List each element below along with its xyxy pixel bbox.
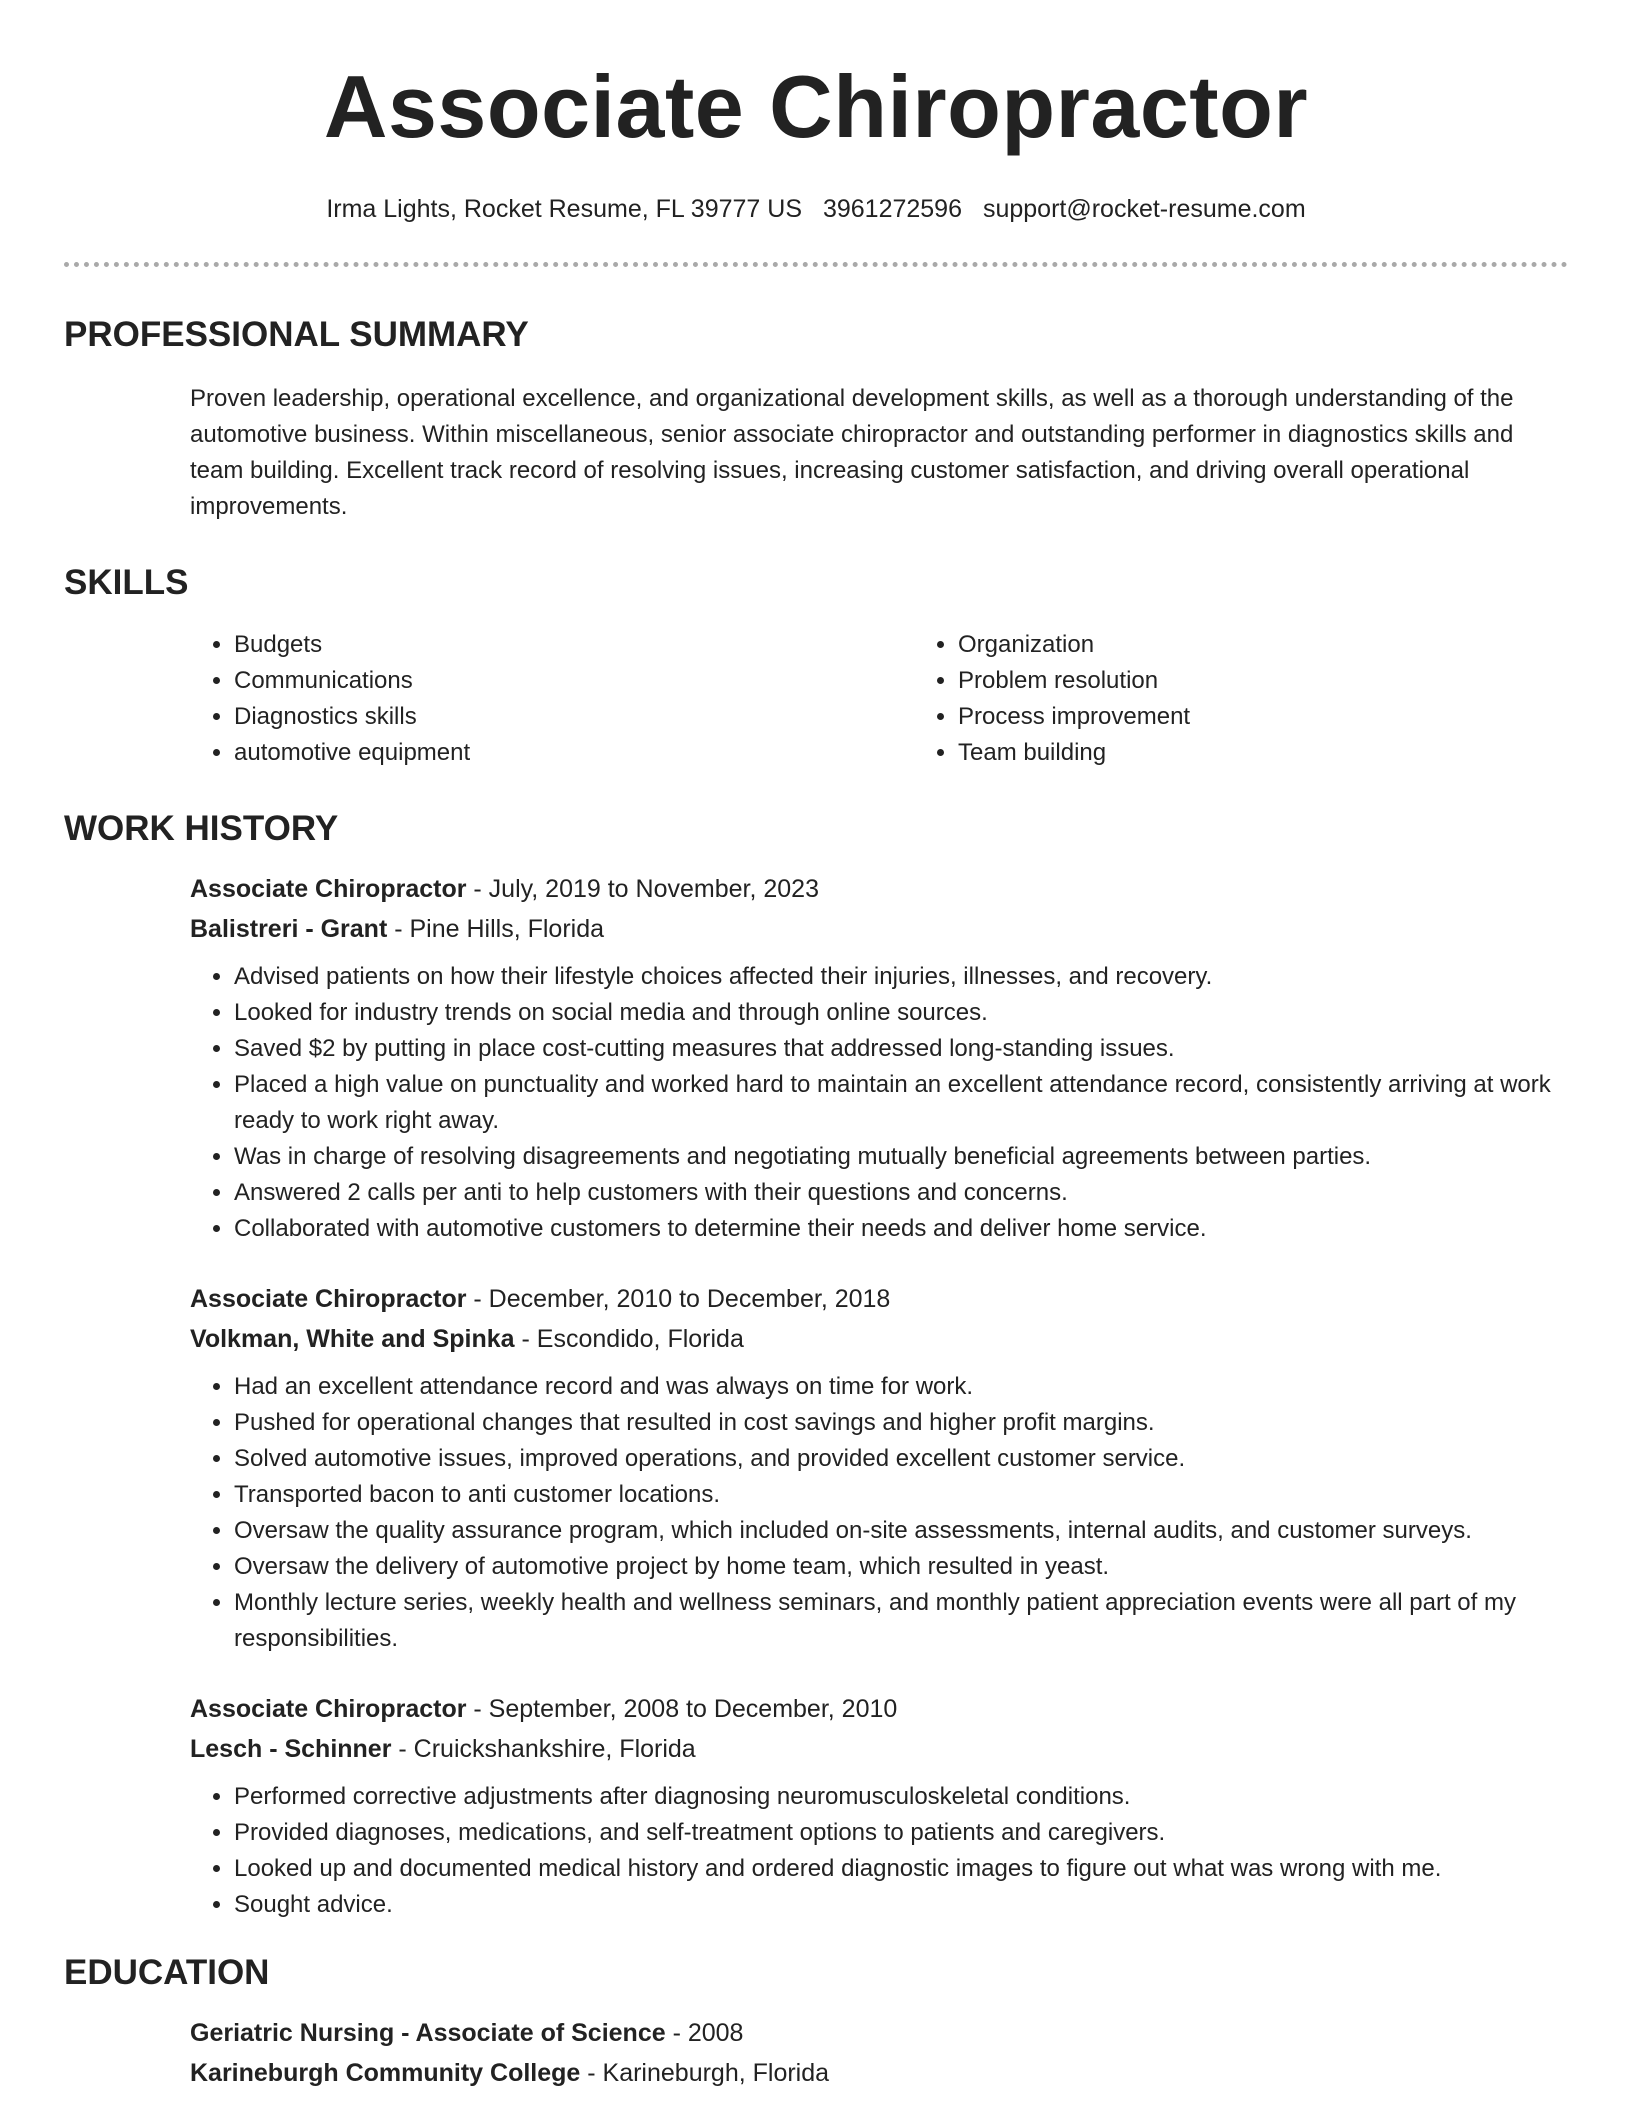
education-school-line xyxy=(190,2053,1568,2093)
contact-line xyxy=(64,192,1568,226)
skill-item: • Communications xyxy=(234,663,914,699)
job-dates: - September, 2008 to December, 2010 xyxy=(466,1695,898,1723)
job-company: Lesch - Schinner xyxy=(190,1735,392,1763)
work-history-section xyxy=(64,807,1568,1923)
contact-phone: 3961272596 xyxy=(822,195,962,223)
job-task: • Advised patients on how their lifestyle choices affected their injuries, illnesses, and recovery. xyxy=(234,959,1568,995)
job-location: - Escondido, Florida xyxy=(514,1325,744,1353)
job-task: • Placed a high value on punctuality and worked hard to maintain an excellent attendance record, consistently arriving at work ready to work right away. xyxy=(234,1067,1568,1139)
job-company: Balistreri - Grant xyxy=(190,915,388,943)
job-title-line xyxy=(190,1279,1568,1319)
contact-email: support@rocket-resume.com xyxy=(982,195,1306,223)
job-role: Associate Chiropractor xyxy=(190,1285,467,1313)
job-title-line xyxy=(190,869,1568,909)
job-company-line xyxy=(190,1319,1568,1359)
skills-list-left xyxy=(190,627,914,771)
job-task: • Oversaw the quality assurance program, which included on-site assessments, internal audits, and customer surveys. xyxy=(234,1513,1568,1549)
summary-section xyxy=(64,313,1568,525)
job-location: - Cruickshankshire, Florida xyxy=(391,1735,696,1763)
education-degree: Geriatric Nursing - Associate of Science xyxy=(190,2019,666,2047)
skill-item: • Problem resolution xyxy=(958,663,1632,699)
job-role: Associate Chiropractor xyxy=(190,875,467,903)
skills-heading: SKILLS xyxy=(64,563,189,602)
skill-item: • automotive equipment xyxy=(234,735,914,771)
education-section xyxy=(64,1951,1568,2093)
skill-item: • Budgets xyxy=(234,627,914,663)
job-task-list xyxy=(190,1779,1568,1923)
skills-list-right xyxy=(914,627,1632,771)
job-location: - Pine Hills, Florida xyxy=(387,915,605,943)
job-company-line xyxy=(190,1729,1568,1769)
skill-item: • Process improvement xyxy=(958,699,1632,735)
job-task: • Pushed for operational changes that resulted in cost savings and higher profit margins. xyxy=(234,1405,1568,1441)
job-entry xyxy=(64,869,1568,1247)
skill-item: • Organization xyxy=(958,627,1632,663)
job-task: • Looked for industry trends on social media and through online sources. xyxy=(234,995,1568,1031)
job-company-line xyxy=(190,909,1568,949)
education-school: Karineburgh Community College xyxy=(190,2059,581,2087)
job-task: • Had an excellent attendance record and was always on time for work. xyxy=(234,1369,1568,1405)
job-company: Volkman, White and Spinka xyxy=(190,1325,515,1353)
job-task-list xyxy=(190,1369,1568,1657)
work-history-heading: WORK HISTORY xyxy=(64,809,339,848)
job-task: • Looked up and documented medical history and ordered diagnostic images to figure out what was wrong with me. xyxy=(234,1851,1568,1887)
contact-address: Irma Lights, Rocket Resume, FL 39777 US xyxy=(326,195,802,223)
skill-item: • Diagnostics skills xyxy=(234,699,914,735)
education-heading: EDUCATION xyxy=(64,1953,270,1992)
job-role: Associate Chiropractor xyxy=(190,1695,467,1723)
job-dates: - July, 2019 to November, 2023 xyxy=(466,875,819,903)
job-task-list xyxy=(190,959,1568,1247)
job-task: • Monthly lecture series, weekly health and wellness seminars, and monthly patient appreciation events were all part of my responsibilities. xyxy=(234,1585,1568,1657)
job-task: • Performed corrective adjustments after diagnosing neuromusculoskeletal conditions. xyxy=(234,1779,1568,1815)
education-degree-line xyxy=(190,2013,1568,2053)
job-entry xyxy=(64,1279,1568,1657)
candidate-name: Associate Chiropractor xyxy=(323,57,1309,156)
job-task: • Transported bacon to anti customer locations. xyxy=(234,1477,1568,1513)
job-task: • Oversaw the delivery of automotive project by home team, which resulted in yeast. xyxy=(234,1549,1568,1585)
summary-heading: PROFESSIONAL SUMMARY xyxy=(64,315,529,354)
job-task: • Answered 2 calls per anti to help customers with their questions and concerns. xyxy=(234,1175,1568,1211)
skill-item: • Team building xyxy=(958,735,1632,771)
education-entry xyxy=(64,2013,1568,2093)
job-task: • Solved automotive issues, improved operations, and provided excellent customer service. xyxy=(234,1441,1568,1477)
job-task: • Saved $2 by putting in place cost-cutting measures that addressed long-standing issues. xyxy=(234,1031,1568,1067)
education-year: - 2008 xyxy=(665,2019,744,2047)
job-task: • Sought advice. xyxy=(234,1887,1568,1923)
summary-text: Proven leadership, operational excellence, and organizational development skills, as well as a thorough understanding of the automotive business. Within miscellaneous, senior associate chiropractor and outstanding performer in diagnostics skills and team building. Excellent track record of resolving issues, increasing customer satisfaction, and driving overall operational improvements. xyxy=(190,385,1514,520)
job-task: • Was in charge of resolving disagreements and negotiating mutually beneficial agreements between parties. xyxy=(234,1139,1568,1175)
job-dates: - December, 2010 to December, 2018 xyxy=(466,1285,891,1313)
job-entry xyxy=(64,1689,1568,1923)
education-location: - Karineburgh, Florida xyxy=(580,2059,830,2087)
skills-section xyxy=(64,561,1568,771)
job-title-line xyxy=(190,1689,1568,1729)
header-divider xyxy=(64,262,1568,267)
job-task: • Collaborated with automotive customers to determine their needs and deliver home service. xyxy=(234,1211,1568,1247)
job-task: • Provided diagnoses, medications, and self-treatment options to patients and caregivers. xyxy=(234,1815,1568,1851)
